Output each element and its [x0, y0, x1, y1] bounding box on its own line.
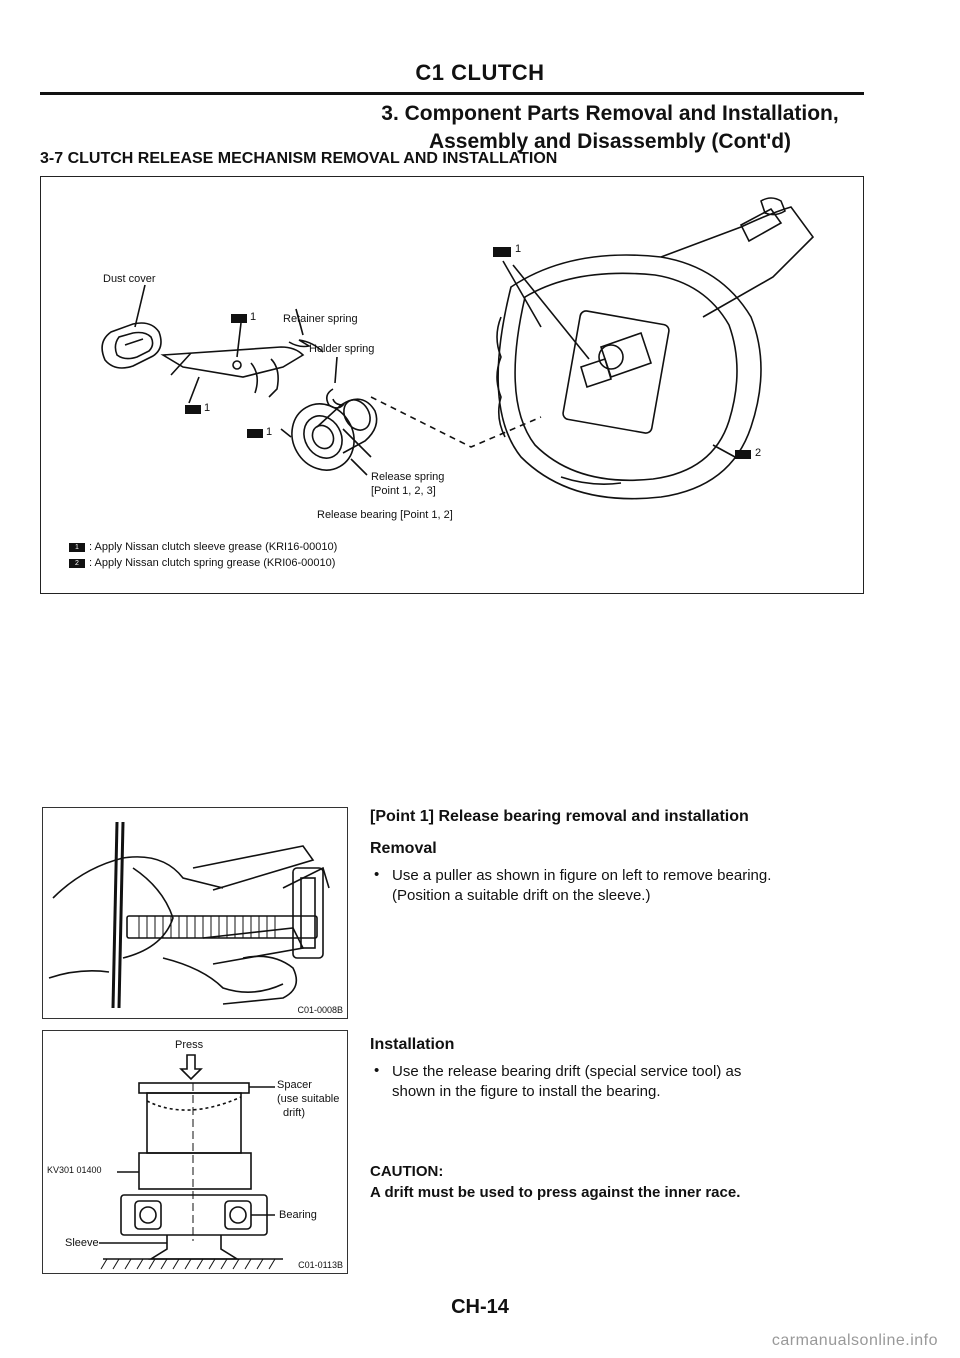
retainer-spring-label: Retainer spring [283, 313, 358, 325]
lube-mark-2-icon [735, 450, 751, 459]
installation-line: shown in the figure to install the bearing. [392, 1083, 661, 1100]
lube-mark-1-icon [247, 429, 263, 438]
watermark: carmanualsonline.info [771, 1332, 938, 1349]
bullet-icon: • [374, 1062, 380, 1079]
lube-mark-label: 1 [204, 402, 211, 414]
transmission-case-part [497, 198, 813, 499]
lube-mark-label: 1 [266, 426, 273, 438]
subtitle-line-1: 3. Component Parts Removal and Installation, [381, 102, 839, 125]
spacer-note-label: (use suitable [277, 1093, 340, 1105]
legend-text: : Apply Nissan clutch sleeve grease (KRI16-00010) [89, 541, 338, 553]
lube-mark-1-icon [493, 247, 511, 257]
figure-code: C01-0113B [298, 1260, 343, 1270]
dust-cover-part [102, 323, 161, 368]
lube-mark-1-icon: 1 [69, 543, 85, 552]
spacer-label: Spacer [277, 1079, 312, 1091]
page-number: CH-14 [451, 1296, 509, 1318]
installation-text [392, 1062, 741, 1102]
legend-text: : Apply Nissan clutch spring grease (KRI06-00010) [89, 557, 336, 569]
press-label: Press [175, 1039, 204, 1051]
point-1-title: [Point 1] Release bearing removal and installation [370, 808, 749, 825]
page-header-title: C1 CLUTCH [415, 60, 545, 85]
spacer-note-label: drift) [283, 1107, 305, 1119]
exploded-diagram-drawing [41, 177, 862, 592]
drift-install-figure [42, 1030, 348, 1274]
tool-number-label: KV301 01400 [47, 1165, 102, 1175]
exploded-diagram-figure [40, 176, 864, 594]
bearing-label: Bearing [279, 1209, 317, 1221]
figure-code: C01-0008B [297, 1005, 343, 1015]
legend-item-2 [69, 557, 335, 569]
release-spring-label: Release spring [371, 471, 445, 483]
subtitle-line-2: Assembly and Disassembly (Cont'd) [428, 130, 792, 153]
lube-mark-2-icon: 2 [69, 559, 85, 568]
release-bearing-label: Release bearing [Point 1, 2] [317, 509, 453, 521]
lube-mark-label: 1 [515, 243, 522, 255]
release-fork-part [163, 347, 303, 397]
installation-heading: Installation [370, 1036, 455, 1053]
removal-heading: Removal [370, 840, 437, 857]
lube-mark-label: 1 [250, 311, 257, 323]
release-spring-points-label: [Point 1, 2, 3] [371, 485, 436, 497]
removal-line: Use a puller as shown in figure on left to remove bearing. [392, 867, 772, 884]
lube-mark-1-icon [185, 405, 201, 414]
lube-mark-1-icon [231, 314, 247, 323]
removal-text [392, 866, 771, 906]
dust-cover-label: Dust cover [103, 273, 156, 285]
removal-line: (Position a suitable drift on the sleeve.) [392, 887, 651, 904]
holder-spring-label: Holder spring [309, 343, 375, 355]
header-divider [40, 92, 864, 95]
caution-text: A drift must be used to press against the inner race. [370, 1184, 741, 1201]
installation-line: Use the release bearing drift (special service tool) as [392, 1063, 742, 1080]
release-bearing-part [280, 393, 377, 482]
section-title: 3-7 CLUTCH RELEASE MECHANISM REMOVAL AND INSTALLATION [40, 150, 558, 167]
sleeve-label: Sleeve [65, 1237, 99, 1249]
caution-title: CAUTION: [370, 1163, 444, 1180]
legend-item-1 [69, 541, 337, 553]
puller-figure [42, 807, 348, 1019]
holder-spring-part [327, 357, 343, 408]
lube-mark-label: 2 [755, 447, 762, 459]
section-subtitle [330, 100, 890, 156]
puller-drawing [43, 808, 347, 1018]
bullet-icon: • [374, 866, 380, 883]
